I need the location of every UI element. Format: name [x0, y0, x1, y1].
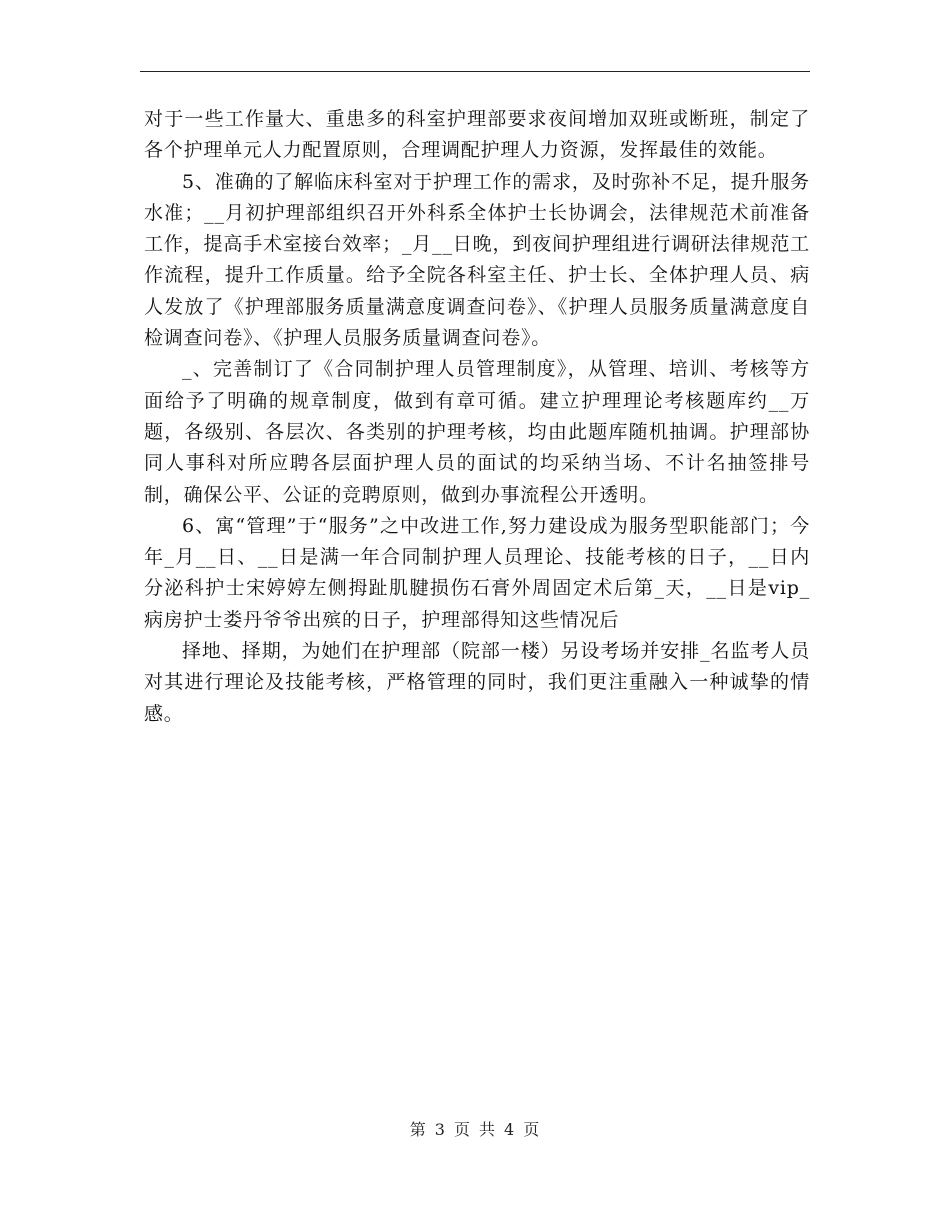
footer-current-page: 3 — [434, 1120, 446, 1139]
paragraph-4: 6、寓“管理”于“服务”之中改进工作,努力建设成为服务型职能部门；今年_月__日、__日是满一年合同制护理人员理论、技能考核的日子，__日内分泌科护士宋婷婷左侧拇趾肌腱损伤石膏外周固定术后第_天，__日是vip_病房护士娄丹爷爷出殡的日子，护理部得知这些情况后 — [144, 514, 810, 631]
paragraph-2: 5、准确的了解临床科室对于护理工作的需求，及时弥补不足，提升服务水准；__月初护理部组织召开外科系全体护士长协调会，法律规范术前准备工作，提高手术室接台效率；_月__日晚，到夜间护理组进行调研法律规范工作流程，提升工作质量。给予全院各科室主任、护士长、全体护理人员、病人发放了《护理部服务质量满意度调查问卷》、《护理人员服务质量满意度自检调查问卷》、《护理人员服务质量调查问卷》。 — [144, 170, 810, 350]
footer-label-page: 第 — [409, 1120, 427, 1139]
footer-label-unit: 页 — [453, 1120, 471, 1139]
footer-total-pages: 4 — [504, 1120, 516, 1139]
document-body — [144, 104, 810, 730]
paragraph-3: _、完善制订了《合同制护理人员管理制度》，从管理、培训、考核等方面给予了明确的规章制度，做到有章可循。建立护理理论考核题库约__万题，各级别、各层次、各类别的护理考核，均由此题库随机抽调。护理部协同人事科对所应聘各层面护理人员的面试的均采纳当场、不计名抽签排号制，确保公平、公证的竞聘原则，做到办事流程公开透明。 — [144, 358, 810, 506]
footer-label-total: 共 — [479, 1120, 497, 1139]
paragraph-1: 对于一些工作量大、重患多的科室护理部要求夜间增加双班或断班，制定了各个护理单元人力配置原则，合理调配护理人力资源，发挥最佳的效能。 — [144, 108, 810, 162]
header-rule — [140, 71, 810, 72]
footer-label-unit-2: 页 — [523, 1120, 541, 1139]
paragraph-5: 择地、择期，为她们在护理部（院部一楼）另设考场并安排_名监考人员对其进行理论及技能考核，严格管理的同时，我们更注重融入一种诚挚的情感。 — [144, 640, 810, 725]
page-footer — [0, 1117, 950, 1140]
